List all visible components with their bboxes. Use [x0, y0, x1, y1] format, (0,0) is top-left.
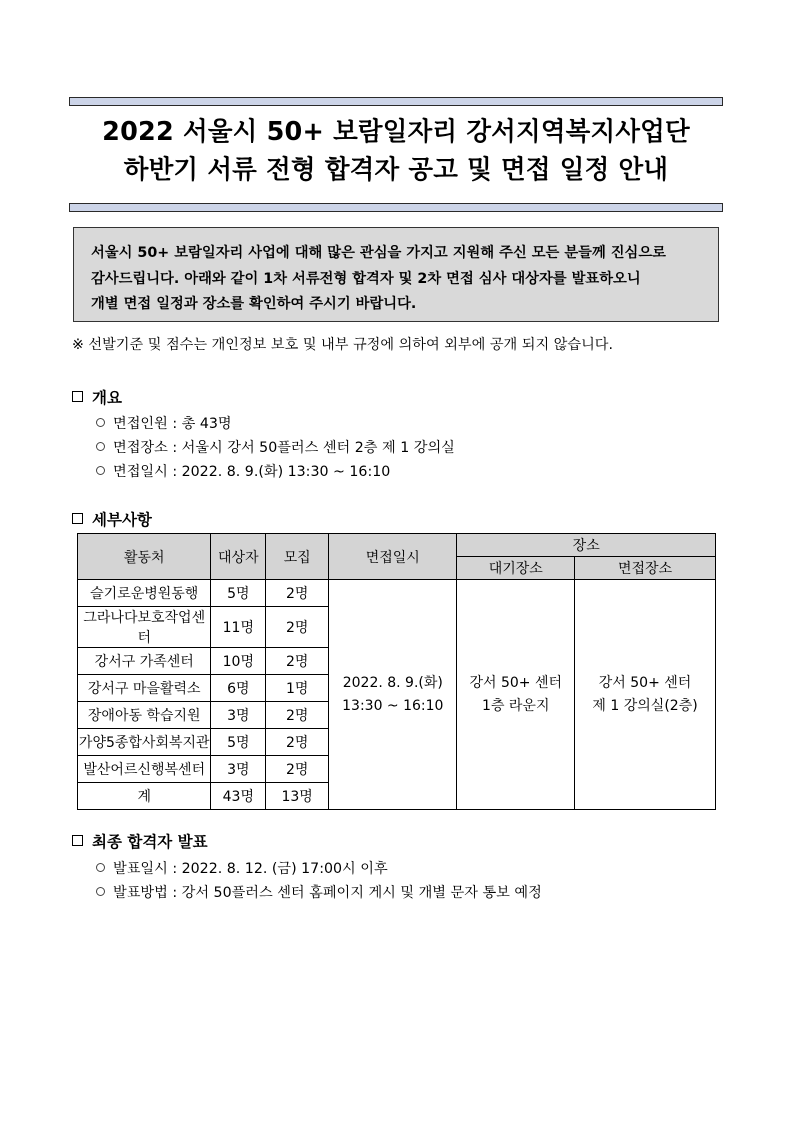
- waiting-area-line-2: 1층 라운지: [482, 697, 550, 714]
- privacy-note: ※ 선발기준 및 점수는 개인정보 보호 및 내부 규정에 의하여 외부에 공개 되지 않습니다.: [72, 337, 614, 353]
- cell-place: 강서구 가족센터: [78, 648, 211, 675]
- col-header-interview-area: 면접장소: [575, 557, 716, 580]
- col-header-place: 활동처: [78, 534, 211, 580]
- overview-item-headcount: [96, 413, 232, 436]
- cell-place: 장애아동 학습지원: [78, 702, 211, 729]
- cell-target: 3명: [211, 702, 266, 729]
- final-item-datetime-label: 발표일시 : 2022. 8. 12. (금) 17:00시 이후: [113, 861, 388, 877]
- interview-datetime-line-2: 13:30 ~ 16:10: [342, 697, 444, 714]
- notice-line-3: 개별 면접 일정과 장소를 확인하여 주시기 바랍니다.: [91, 296, 417, 312]
- notice-box: [73, 227, 719, 322]
- col-header-target: 대상자: [211, 534, 266, 580]
- cell-target: 6명: [211, 675, 266, 702]
- table-header-row-1: [78, 534, 716, 557]
- square-bullet-icon: [72, 391, 83, 402]
- final-item-method-label: 발표방법 : 강서 50플러스 센터 홈페이지 게시 및 개별 문자 통보 예정: [113, 885, 542, 901]
- cell-recruit: 2명: [266, 580, 329, 607]
- col-header-datetime: 면접일시: [329, 534, 457, 580]
- section-heading-details: [72, 508, 152, 530]
- circle-bullet-icon: [96, 887, 105, 896]
- cell-recruit: 2명: [266, 756, 329, 783]
- cell-recruit: 2명: [266, 607, 329, 648]
- cell-place: 가양5종합사회복지관: [78, 729, 211, 756]
- col-header-location-group: 장소: [457, 534, 716, 557]
- details-table: [77, 533, 716, 810]
- section-heading-overview-label: 개요: [92, 389, 122, 407]
- cell-place: 강서구 마을활력소: [78, 675, 211, 702]
- interview-area-line-1: 강서 50+ 센터: [598, 674, 692, 691]
- section-heading-final-label: 최종 합격자 발표: [92, 833, 208, 851]
- table-head: [78, 534, 716, 580]
- square-bullet-icon: [72, 513, 83, 524]
- cell-recruit: 1명: [266, 675, 329, 702]
- cell-target: 5명: [211, 580, 266, 607]
- cell-target: 3명: [211, 756, 266, 783]
- title-line-1: 2022 서울시 50+ 보람일자리 강서지역복지사업단: [102, 117, 690, 147]
- cell-place: 발산어르신행복센터: [78, 756, 211, 783]
- circle-bullet-icon: [96, 466, 105, 475]
- section-heading-final-announcement: [72, 830, 208, 852]
- cell-recruit: 2명: [266, 702, 329, 729]
- top-accent-rule: [69, 97, 723, 106]
- details-table-wrapper: [77, 533, 716, 810]
- table-row: [78, 580, 716, 607]
- square-bullet-icon: [72, 835, 83, 846]
- bottom-accent-rule: [69, 203, 723, 212]
- section-heading-overview: [72, 386, 122, 408]
- cell-waiting-area: [457, 580, 575, 810]
- final-item-datetime: [96, 858, 388, 881]
- circle-bullet-icon: [96, 442, 105, 451]
- title-line-2: 하반기 서류 전형 합격자 공고 및 면접 일정 안내: [123, 155, 669, 185]
- cell-recruit: 2명: [266, 648, 329, 675]
- col-header-waiting-area: 대기장소: [457, 557, 575, 580]
- circle-bullet-icon: [96, 863, 105, 872]
- overview-item-headcount-label: 면접인원 : 총 43명: [113, 416, 232, 432]
- notice-line-2: 감사드립니다. 아래와 같이 1차 서류전형 합격자 및 2차 면접 심사 대상자를 발표하오니: [91, 270, 641, 287]
- table-body: [78, 580, 716, 810]
- overview-item-venue: [96, 437, 455, 460]
- waiting-area-line-1: 강서 50+ 센터: [469, 674, 563, 691]
- notice-line-1: 서울시 50+ 보람일자리 사업에 대해 많은 관심을 가지고 지원해 주신 모든 분들께 진심으로: [91, 245, 666, 261]
- overview-item-datetime-label: 면접일시 : 2022. 8. 9.(화) 13:30 ~ 16:10: [113, 464, 391, 480]
- final-item-method: [96, 882, 542, 905]
- cell-total-label: 계: [78, 783, 211, 810]
- col-header-recruit: 모집: [266, 534, 329, 580]
- document-title: [69, 113, 723, 189]
- interview-area-line-2: 제 1 강의실(2층): [592, 697, 698, 714]
- interview-datetime-line-1: 2022. 8. 9.(화): [342, 674, 443, 691]
- overview-item-venue-label: 면접장소 : 서울시 강서 50플러스 센터 2층 제 1 강의실: [113, 440, 455, 456]
- cell-place: 그라나다보호작업센터: [78, 607, 211, 648]
- section-heading-details-label: 세부사항: [92, 511, 152, 529]
- cell-total-recruit: 13명: [266, 783, 329, 810]
- cell-recruit: 2명: [266, 729, 329, 756]
- cell-interview-datetime: [329, 580, 457, 810]
- cell-target: 5명: [211, 729, 266, 756]
- overview-item-datetime: [96, 461, 390, 484]
- cell-total-target: 43명: [211, 783, 266, 810]
- cell-interview-area: [575, 580, 716, 810]
- cell-target: 10명: [211, 648, 266, 675]
- circle-bullet-icon: [96, 418, 105, 427]
- cell-target: 11명: [211, 607, 266, 648]
- cell-place: 슬기로운병원동행: [78, 580, 211, 607]
